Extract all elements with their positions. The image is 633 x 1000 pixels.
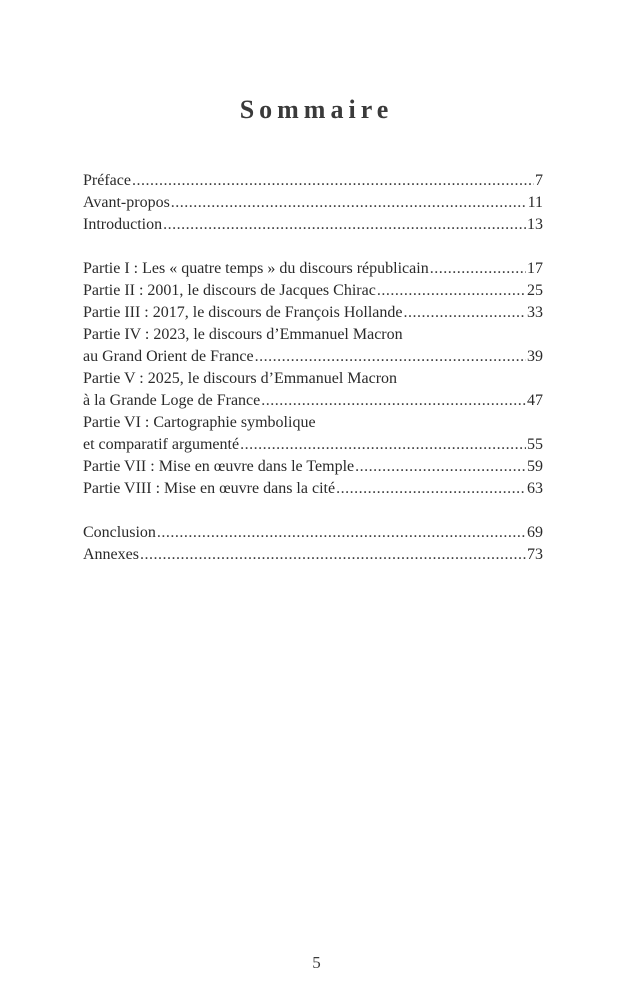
toc-entry-label: à la Grande Loge de France xyxy=(83,392,261,409)
toc-entry-page: 47 xyxy=(527,392,543,409)
toc-entry-label: Partie II : 2001, le discours de Jacques Chirac xyxy=(83,282,376,299)
toc-entry-label: Partie VIII : Mise en œuvre dans la cité xyxy=(83,480,336,497)
toc-entry-page: 7 xyxy=(535,172,543,189)
toc-entry-label: Annexes xyxy=(83,546,139,563)
dot-leader xyxy=(255,346,526,368)
toc-entry-page: 73 xyxy=(527,546,543,563)
toc-entry-partie-6[interactable] xyxy=(83,412,543,456)
toc-entry-label: Introduction xyxy=(83,216,163,233)
dot-leader xyxy=(377,280,526,302)
dot-leader xyxy=(157,522,526,544)
toc-entry-label: Préface xyxy=(83,172,131,189)
toc-entry-page: 63 xyxy=(527,480,543,497)
dot-leader xyxy=(240,434,526,456)
toc-entry-page: 69 xyxy=(527,524,543,541)
toc-back-matter xyxy=(83,522,543,566)
toc-entry-label-line1: Partie IV : 2023, le discours d’Emmanuel Macron xyxy=(83,326,403,343)
toc-entry-partie-1[interactable] xyxy=(83,258,543,280)
dot-leader xyxy=(140,544,526,566)
toc-entry-label-line1: Partie V : 2025, le discours d’Emmanuel Macron xyxy=(83,370,398,387)
toc-entry-partie-2[interactable] xyxy=(83,280,543,302)
toc-entry-label-line1: Partie VI : Cartographie symbolique xyxy=(83,414,316,431)
dot-leader xyxy=(132,170,534,192)
dot-leader xyxy=(403,302,526,324)
toc-entry-partie-4[interactable] xyxy=(83,324,543,368)
toc-entry-page: 39 xyxy=(527,348,543,365)
toc-entry-page: 33 xyxy=(527,304,543,321)
page-number: 5 xyxy=(312,953,321,972)
dot-leader xyxy=(261,390,526,412)
toc-entry-page: 55 xyxy=(527,436,543,453)
dot-leader xyxy=(336,478,526,500)
dot-leader xyxy=(355,456,526,478)
toc-entry-annexes[interactable] xyxy=(83,544,543,566)
toc-entry-page: 59 xyxy=(527,458,543,475)
toc-entry-label: Partie I : Les « quatre temps » du discours républicain xyxy=(83,260,429,277)
toc-front-matter xyxy=(83,170,543,236)
toc-entry-partie-5[interactable] xyxy=(83,368,543,412)
toc-entry-preface[interactable] xyxy=(83,170,543,192)
dot-leader xyxy=(163,214,526,236)
toc-entry-label: Partie III : 2017, le discours de François Hollande xyxy=(83,304,403,321)
toc-entry-label: Partie VII : Mise en œuvre dans le Temple xyxy=(83,458,355,475)
toc-entry-label: Avant-propos xyxy=(83,194,170,211)
toc-entry-partie-3[interactable] xyxy=(83,302,543,324)
toc-entry-conclusion[interactable] xyxy=(83,522,543,544)
toc-entry-page: 25 xyxy=(527,282,543,299)
dot-leader xyxy=(171,192,527,214)
toc-entry-avant-propos[interactable] xyxy=(83,192,543,214)
toc-entry-partie-8[interactable] xyxy=(83,478,543,500)
toc-parts xyxy=(83,258,543,500)
toc-entry-page: 11 xyxy=(527,194,543,211)
toc-entry-partie-7[interactable] xyxy=(83,456,543,478)
toc-entry-label: et comparatif argumenté xyxy=(83,436,240,453)
toc-entry-page: 17 xyxy=(527,260,543,277)
toc-entry-label: Conclusion xyxy=(83,524,156,541)
toc-entry-introduction[interactable] xyxy=(83,214,543,236)
table-of-contents xyxy=(83,170,543,566)
dot-leader xyxy=(430,258,526,280)
page-title: Sommaire xyxy=(239,95,394,124)
toc-entry-page: 13 xyxy=(527,216,543,233)
toc-entry-label: au Grand Orient de France xyxy=(83,348,254,365)
